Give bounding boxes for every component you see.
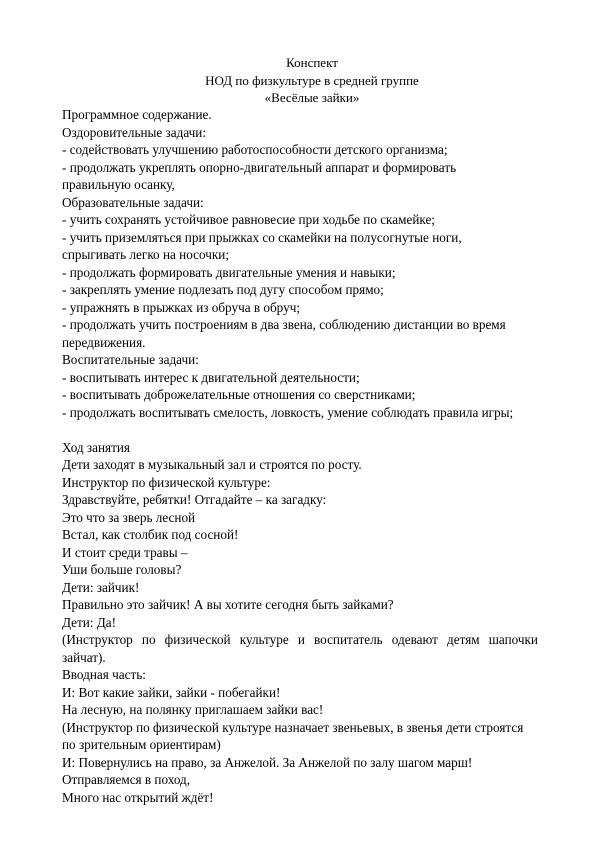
edu-task-item: - упражнять в прыжках из обруча в обруч;	[62, 299, 300, 315]
edu-task-item: - продолжать учить построениям в два звена, соблюдению дистанции во время	[62, 317, 506, 332]
lesson-line: Уши больше головы?	[62, 562, 182, 577]
edu-tasks-heading: Образовательные задачи:	[62, 194, 204, 210]
lesson-line: Вводная часть:	[62, 667, 146, 682]
lesson-heading: Ход занятия	[62, 439, 130, 455]
header-title: Конспект	[286, 55, 338, 70]
lesson-line: Здравствуйте, ребятки! Отгадайте – ка загадку:	[62, 492, 327, 507]
health-task-item: правильную осанку,	[62, 177, 175, 192]
edu-task-item: - учить приземляться при прыжках со скамейки на полусогнутые ноги,	[62, 229, 462, 245]
lesson-line: Встал, как столбик под сосной!	[62, 527, 239, 542]
lesson-line: по зрительным ориентирам)	[62, 737, 221, 752]
upbringing-task-item: - продолжать воспитывать смелость, ловкость, умение соблюдать правила игры;	[62, 404, 514, 420]
paragraph-gap	[62, 421, 538, 439]
lesson-line: (Инструктор по физической культуре назначает звеньевых, в звенья дети строятся	[62, 719, 524, 735]
upbringing-task-item: - воспитывать интерес к двигательной деятельности;	[62, 369, 360, 385]
lesson-line: Правильно это зайчик! А вы хотите сегодня быть зайками?	[62, 597, 394, 612]
lesson-line: Инструктор по физической культуре:	[62, 474, 271, 490]
upbringing-task-item: - воспитывать доброжелательные отношения со сверстниками;	[62, 387, 416, 402]
lesson-line: Много нас открытий ждёт!	[62, 789, 214, 805]
document-body	[62, 106, 538, 806]
edu-task-item: - закреплять умение подлезать под дугу способом прямо;	[62, 282, 384, 297]
edu-task-item: - продолжать формировать двигательные умения и навыки;	[62, 264, 396, 280]
lesson-line: зайчат).	[62, 649, 106, 665]
lesson-line: И: Вот какие зайки, зайки - побегайки!	[62, 684, 281, 700]
lesson-line: Дети: Да!	[62, 614, 117, 630]
document-header	[62, 54, 562, 107]
program-heading: Программное содержание.	[62, 107, 212, 122]
lesson-line: И стоит среди травы –	[62, 544, 188, 560]
lesson-line: Это что за зверь лесной	[62, 509, 196, 525]
lesson-line: (Инструктор по физической культуре и воспитатель одевают детям шапочки	[62, 632, 538, 647]
lesson-line: Отправляемся в поход,	[62, 772, 191, 787]
lesson-line: Дети: зайчик!	[62, 579, 140, 595]
lesson-line: На лесную, на полянку приглашаем зайки вас!	[62, 702, 324, 717]
edu-task-item: - учить сохранять устойчивое равновесие при ходьбе по скамейке;	[62, 212, 435, 227]
health-tasks-heading: Оздоровительные задачи:	[62, 124, 206, 140]
upbringing-tasks-heading: Воспитательные задачи:	[62, 352, 199, 367]
lesson-line: И: Повернулись на право, за Анжелой. За Анжелой по залу шагом марш!	[62, 754, 473, 770]
edu-task-item: спрыгивать легко на носочки;	[62, 247, 229, 262]
header-subtitle: НОД по физкультуре в средней группе	[205, 72, 419, 88]
health-task-item: - содействовать улучшению работоспособности детского организма;	[62, 142, 448, 157]
header-topic: «Весёлые зайки»	[264, 90, 360, 105]
edu-task-item: передвижения.	[62, 334, 146, 350]
lesson-line: Дети заходят в музыкальный зал и строятся по росту.	[62, 457, 362, 472]
health-task-item: - продолжать укреплять опорно-двигательный аппарат и формировать	[62, 159, 457, 175]
